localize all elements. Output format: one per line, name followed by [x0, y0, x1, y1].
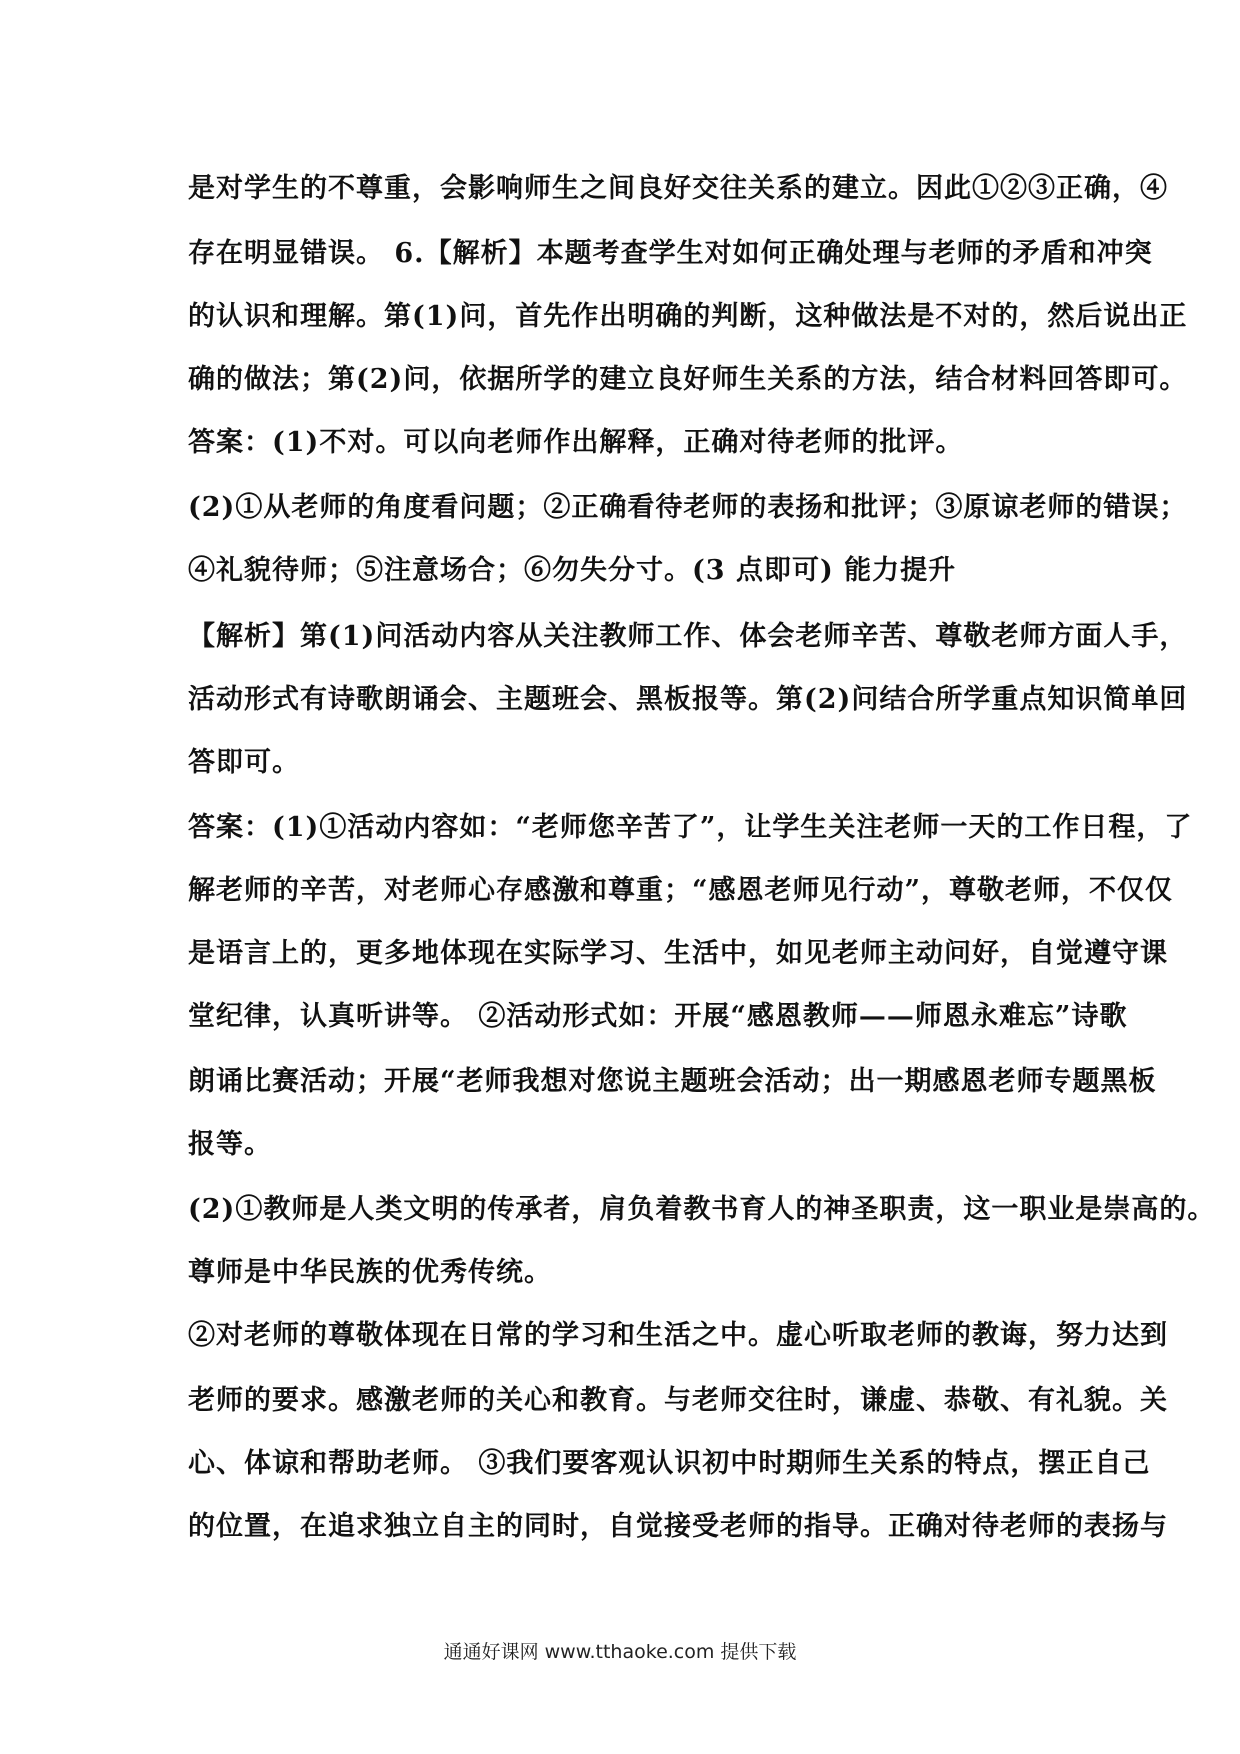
- text-line: 解老师的辛苦，对老师心存感激和尊重；“感恩老师见行动”，尊敬老师，不仅仅: [188, 875, 1174, 906]
- text-line: 答即可。: [188, 747, 300, 778]
- text-line: 答案：(1)①活动内容如：“老师您辛苦了”，让学生关注老师一天的工作日程，了: [188, 812, 1193, 843]
- text-line: 活动形式有诗歌朗诵会、主题班会、黑板报等。第(2)问结合所学重点知识简单回: [188, 684, 1188, 715]
- text-line: 心、体谅和帮助老师。 ③我们要客观认识初中时期师生关系的特点，摆正自己: [188, 1448, 1151, 1479]
- text-line: 存在明显错误。 6.【解析】本题考查学生对如何正确处理与老师的矛盾和冲突: [188, 238, 1153, 269]
- text-line: (2)①教师是人类文明的传承者，肩负着教书育人的神圣职责，这一职业是崇高的。: [188, 1194, 1216, 1225]
- text-line: ②对老师的尊敬体现在日常的学习和生活之中。虚心听取老师的教诲，努力达到: [188, 1320, 1168, 1351]
- text-line: 老师的要求。感激老师的关心和教育。与老师交往时，谦虚、恭敬、有礼貌。关: [188, 1385, 1168, 1416]
- text-line: 朗诵比赛活动；开展“老师我想对您说主题班会活动；出一期感恩老师专题黑板: [188, 1066, 1157, 1097]
- text-line: 确的做法；第(2)问，依据所学的建立良好师生关系的方法，结合材料回答即可。: [188, 364, 1188, 395]
- text-line: 答案：(1)不对。可以向老师作出解释，正确对待老师的批评。: [188, 427, 964, 458]
- text-line: 是语言上的，更多地体现在实际学习、生活中，如见老师主动问好，自觉遵守课: [188, 938, 1168, 969]
- text-line: 尊师是中华民族的优秀传统。: [188, 1257, 552, 1288]
- text-line: 【解析】第(1)问活动内容从关注教师工作、体会老师辛苦、尊敬老师方面人手，: [188, 621, 1188, 652]
- text-line: 报等。: [188, 1129, 272, 1160]
- text-line: 是对学生的不尊重，会影响师生之间良好交往关系的建立。因此①②③正确，④: [188, 173, 1168, 204]
- text-line: 堂纪律，认真听讲等。 ②活动形式如：开展“感恩教师——师恩永难忘”诗歌: [188, 1001, 1128, 1032]
- text-line: 的位置，在追求独立自主的同时，自觉接受老师的指导。正确对待老师的表扬与: [188, 1511, 1168, 1542]
- text-line: (2)①从老师的角度看问题；②正确看待老师的表扬和批评；③原谅老师的错误；: [188, 492, 1188, 523]
- page-footer: 通通好课网 www.tthaoke.com 提供下载: [443, 1641, 797, 1663]
- text-line: ④礼貌待师；⑤注意场合；⑥勿失分寸。(3 点即可) 能力提升: [188, 555, 957, 586]
- text-line: 的认识和理解。第(1)问，首先作出明确的判断，这种做法是不对的，然后说出正: [188, 301, 1188, 332]
